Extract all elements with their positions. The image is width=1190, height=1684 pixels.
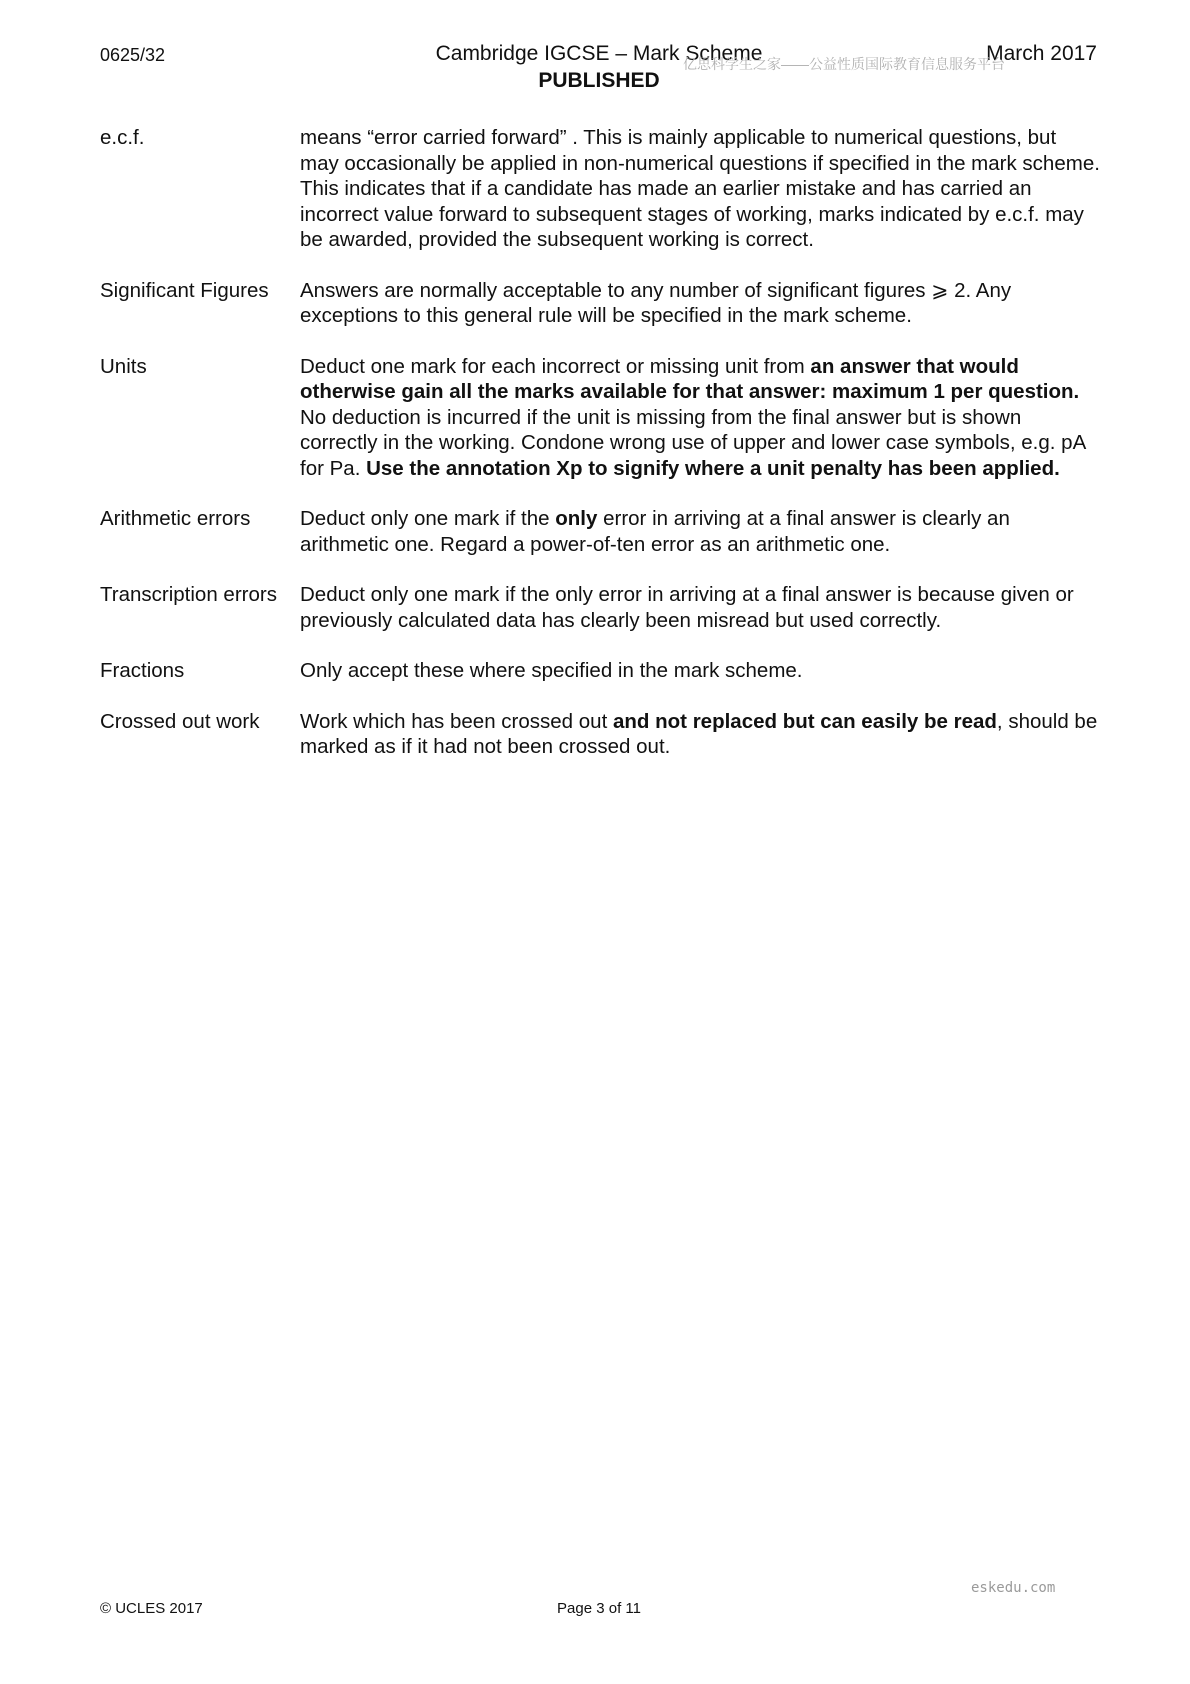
definition-text	[300, 709, 1100, 760]
definition-paragraph	[300, 658, 1100, 684]
definition-text	[300, 506, 1100, 557]
definition-row	[100, 125, 1100, 253]
definition-paragraph	[300, 582, 1100, 633]
definition-paragraph	[300, 125, 1100, 176]
text-run: Deduct only one mark if the only error in arriving at a final answer is because given or previously calculated data has clearly been misread but used correctly.	[300, 583, 1074, 632]
definition-term: Arithmetic errors	[100, 507, 251, 530]
definition-term: Units	[100, 354, 147, 378]
text-run: means “error carried forward” . This is mainly applicable to numerical questions, but may occasionally be applied in non-numerical questions if specified in the mark scheme.	[300, 126, 1100, 175]
text-run: Deduct only one mark if the	[300, 507, 556, 530]
definition-row	[100, 506, 1100, 557]
site-watermark: eskedu.com	[971, 1580, 1056, 1596]
definitions-list	[100, 125, 1100, 785]
definition-text	[300, 658, 1100, 684]
emphasis-text: an answer that would otherwise gain all the marks available for that answer: maximum 1 per question.	[300, 354, 1080, 403]
emphasis-text: only	[555, 507, 598, 530]
definition-text	[300, 278, 1100, 329]
text-run: , should be marked as if it had not been crossed out.	[300, 709, 1098, 758]
copyright-notice: © UCLES 2017	[100, 1600, 203, 1617]
definition-text	[300, 354, 1100, 482]
document-title: Cambridge IGCSE – Mark Scheme	[435, 42, 763, 65]
emphasis-text: and not replaced but can easily be read	[612, 709, 997, 733]
definition-row	[100, 278, 1100, 329]
definition-term: e.c.f.	[100, 126, 145, 149]
definition-text	[300, 582, 1100, 633]
definition-term: Significant Figures	[100, 278, 269, 302]
definition-row	[100, 354, 1100, 482]
page-number: Page 3 of 11	[557, 1600, 641, 1617]
text-run: This indicates that if a candidate has made an earlier mistake and has carried an incorrect value forward to subsequent stages of working, marks indicated by e.c.f. may be awarded, provided the subsequent working is correct.	[300, 177, 1084, 251]
definition-paragraph	[300, 506, 1100, 557]
text-run: error in arriving at a final answer is clearly an arithmetic one. Regard a power-of-ten error as an arithmetic one.	[300, 507, 1010, 556]
text-run: Answers are normally acceptable to any number of significant figures ⩾ 2. Any exceptions to this general rule will be specified in the mark scheme.	[300, 278, 1012, 327]
text-run: Work which has been crossed out	[300, 709, 613, 733]
definition-paragraph	[300, 709, 1100, 760]
definition-row	[100, 658, 1100, 684]
definition-paragraph	[300, 278, 1100, 329]
text-run: No deduction is incurred if the unit is missing from the final answer but is shown correctly in the working. Condone wrong use of upper and lower case symbols, e.g. pA for Pa.	[300, 405, 1086, 480]
emphasis-text: Use the annotation Xp to signify where a unit penalty has been applied.	[366, 456, 1060, 480]
published-status: PUBLISHED	[538, 69, 660, 92]
exam-date: March 2017	[986, 42, 1097, 65]
definition-row	[100, 582, 1100, 633]
definition-term: Transcription errors	[100, 583, 277, 606]
text-run: Only accept these where specified in the mark scheme.	[300, 659, 803, 682]
definition-term: Crossed out work	[100, 709, 260, 733]
definition-text	[300, 125, 1100, 253]
watermark-text: 亿思科学生之家——公益性质国际教育信息服务平台	[683, 56, 1005, 72]
definition-row	[100, 709, 1100, 760]
exam-code: 0625/32	[100, 45, 166, 65]
definition-paragraph	[300, 176, 1100, 253]
text-run: Deduct one mark for each incorrect or missing unit from	[300, 354, 811, 378]
definition-paragraph	[300, 354, 1100, 482]
definition-term: Fractions	[100, 659, 185, 682]
